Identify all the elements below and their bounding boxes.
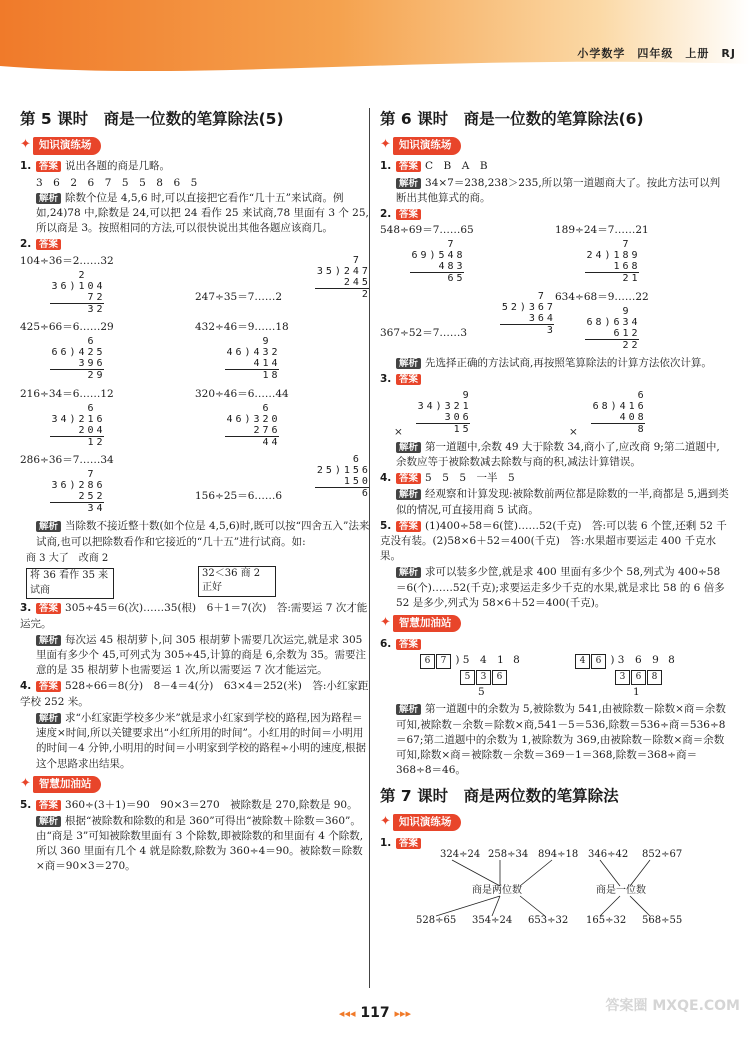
box-division-1: 6 7 ) 5 4 1 8 5 3 6 5 [420,653,575,700]
q5-analysis: 解析 求可以装多少筐,就是求 400 里面有多少个 58,列式为 400÷58＝6(个)……52(千克);求要运走多少千克的水果,就是求比 58 的 6 倍多 52 是多少,列式为 58×6＋52＝400(千克)。 [396,566,725,609]
q6-analysis: 解析 第一道题中的余数为 5,被除数为 541,由被除数－除数×商＝余数可知,被除数－余数＝除数×商,541－5＝536,除数＝536÷商＝536÷8＝67;第二道题中的余数为 1,被除数为 369,由被除数－除数×商＝余数可知,除数×商＝被除数－余数＝369－1＝368,除数＝368÷商＝368÷8＝46。 [396,703,726,777]
long-division: 9 3 4 ) 3 2 1 3 0 6 1 5 [417,389,469,435]
expr: 258÷34 [488,849,529,861]
q2-row-2: 425÷66＝6……29 6 6 6 ) 4 2 5 3 9 6 2 9 432÷46＝9……18 9 4 6 ) 4 3 2 4 1 4 1 8 [20,321,289,382]
question-5: 5. 答案 360÷(3＋1)＝90 90×3＝270 被除数是 270,除数是 90。 [20,798,358,811]
expr: 653÷32 [528,915,569,927]
left-column [20,108,370,875]
expr: 354÷24 [472,915,513,927]
star-icon: ✦ [20,137,31,153]
left-arrows-icon: ◂◂◂ [338,1007,356,1020]
expr: 346÷42 [588,849,629,861]
right-column [380,108,730,926]
long-division: 6 6 6 ) 4 2 5 3 9 6 2 9 [51,336,103,382]
question-3: 3. 答案 305÷45＝6(次)……35(根) 6＋1＝7(次) 答:需要运 7 次才能运完。 [20,602,368,630]
q3-divisions: × 9 3 4 ) 3 2 1 3 0 6 1 5 × 6 6 8 ) 4 1 6 4 0 8 8 [394,389,644,438]
star-icon: ✦ [20,775,31,791]
long-division: 6 2 5 ) 1 5 6 1 5 0 6 [316,453,368,499]
question-1: 1. 答案 C B A B [380,160,488,173]
watermark-logo: 答案圈 MXQE.COM [605,998,740,1014]
section-practice: ✦ 知识演练场 [380,813,730,832]
matching-diagram [380,849,730,927]
header-info: 小学数学 四年级 上册 RJ [577,47,736,60]
q6-box-divisions [420,653,730,700]
q2-analysis: 解析 先选择正确的方法试商,再按照笔算除法的计算方法依次计算。 [380,356,730,371]
section-practice: ✦ 知识演练场 [380,136,730,155]
lesson-6-title: 第 6 课时 商是一位数的笔算除法(6) [380,110,644,128]
long-division: 7 3 6 ) 2 8 6 2 5 2 3 4 [51,469,103,515]
q3-analysis: 解析 第一道题中,余数 49 大于除数 34,商小了,应改商 9;第二道题中,余数应等于被除数减去除数与商的积,减法计算错误。 [396,440,720,468]
q2-analysis: 解析 当除数不接近整十数(如个位是 4,5,6)时,既可以按“四舍五入”法来试商,也可以把除数看作和它接近的“几十五”进行试商。如: [36,520,370,548]
expr: 324÷24 [440,849,481,861]
question-5: 5. 答案 (1)400÷58＝6(筐)……52(千克) 答:可以装 6 个筐,还剩 52 千克没有装。(2)58×6＋52＝400(千克) 答:水果超市要运走 400 千克水果。 [380,519,727,563]
long-division: 7 6 9 ) 5 4 8 4 8 3 6 5 [411,239,463,285]
long-division: 2 3 6 ) 1 0 4 7 2 3 2 [51,269,103,315]
box-division-2: 4 6 ) 3 6 9 8 3 6 8 1 [575,653,730,700]
long-division: 6 3 4 ) 2 1 6 2 0 4 1 2 [51,402,103,448]
q2-row-1: 548÷69＝7……65 7 6 9 ) 5 4 8 4 8 3 6 5 189÷24＝7……21 7 2 4 ) 1 8 9 1 6 8 2 1 [380,224,649,285]
long-division: 7 2 4 ) 1 8 9 1 6 8 2 1 [586,239,638,285]
q2-row-4: 286÷36＝7……34 7 3 6 ) 2 8 6 2 5 2 3 4 156÷25＝6……6 6 2 5 ) 1 5 6 1 5 0 6 [20,453,368,515]
top-banner [0,0,750,78]
long-division: 7 3 5 ) 2 4 7 2 4 5 2 [316,254,368,300]
long-division: 6 4 6 ) 3 2 0 2 7 6 4 4 [226,402,278,448]
expr: 852÷67 [642,849,683,861]
question-7: 1. 答案 [380,836,730,851]
q2-row-3: 216÷34＝6……12 6 3 4 ) 2 1 6 2 0 4 1 2 320÷46＝6……44 6 4 6 ) 3 2 0 2 7 6 4 4 [20,387,289,448]
q4-analysis: 解析 经观察和计算发现:被除数前两位都是除数的一半,商都是 5,遇到类似的情况,可直接用商 5 试商。 [396,488,729,516]
long-division: 7 5 2 ) 3 6 7 3 6 4 3 [501,290,553,336]
group-label: 商是一位数 [596,885,646,897]
question-2: 2. 答案 [380,207,730,222]
q1-analysis: 解析 34×7＝238,238＞235,所以第一道题商大了。按此方法可以判断出其他算式的商。 [396,176,721,204]
q2-example: 商 3 大了 改商 2 将 36 看作 35 来试商 32＜36 商 2 正好 [26,552,370,600]
long-division: 6 6 8 ) 4 1 6 4 0 8 8 [592,389,644,435]
lesson-5-title: 第 5 课时 商是一位数的笔算除法(5) [20,110,284,128]
section-practice: ✦ 知识演练场 [20,136,370,155]
expr: 165÷32 [586,915,627,927]
q3-analysis: 解析 每次运 45 根胡萝卜,问 305 根胡萝卜需要几次运完,就是求 305 里面有多少个 45,可列式为 305÷45,计算的商是 6,余数为 35。需要注意的是 35 根胡萝卜也需要运 1 次,所以需要运 7 次才能运完。 [36,633,366,677]
q2-row-2: 367÷52＝7……3 7 5 2 ) 3 6 7 3 6 4 3 634÷68＝9……22 9 6 8 ) 6 3 4 6 1 2 2 2 [380,290,649,351]
q5-analysis: 解析 根据“被除数和除数的和是 360”可得出“被除数＋除数＝360”。由“商是 3”可知被除数里面有 3 个除数,即被除数的和里面有 4 个除数,所以 360 里面有几个 4 就是除数,除数为 360÷4＝90。被除数＝除数×商＝90×3＝270。 [36,814,364,873]
expr: 568÷55 [642,915,683,927]
right-arrows-icon: ▸▸▸ [394,1007,412,1020]
question-6: 6. 答案 [380,637,730,652]
section-challenge: ✦ 智慧加油站 [20,775,370,794]
question-3: 3. 答案 [380,372,730,387]
star-icon: ✦ [380,813,391,829]
q4-analysis: 解析 求“小红家距学校多少米”就是求小红家到学校的路程,因为路程＝速度×时间,所以关键要求出“小红所用的时间”。小红用的时间＝小明用的时间－4 分钟,小明用的时间＝小明家到学校的路程÷小明的速度,根据这个思路求出结果。 [36,711,366,770]
q1-analysis: 解析 除数个位是 4,5,6 时,可以直接把它看作“几十五”来试商。例如,24)78 中,除数是 24,可以把 24 看作 25 来试商,78 里面有 3 个 25,所以商是 3。按照相同的方法,可以很快说出其他各题应该商几。 [36,191,369,235]
question-1: 1. 答案 说出各题的商是几略。 [20,160,171,173]
q2-row-1: 104÷36＝2……32 2 3 6 ) 1 0 4 7 2 3 2 247÷35＝7……2 7 3 5 ) 2 4 7 2 4 5 2 [20,254,368,315]
star-icon: ✦ [380,137,391,153]
question-4: 4. 答案 528÷66＝8(分) 8－4＝4(分) 63×4＝252(米) 答:小红家距学校 252 米。 [20,680,369,708]
star-icon: ✦ [380,615,391,631]
expr: 528÷65 [416,915,457,927]
section-challenge: ✦ 智慧加油站 [380,614,730,633]
lesson-7-title: 第 7 课时 商是两位数的笔算除法 [380,786,619,805]
question-4: 4. 答案 5 5 5 一半 5 [380,472,515,485]
page-number: 117 [360,1005,390,1021]
q1-digits: 3 6 2 6 7 5 5 8 6 5 [36,176,198,189]
long-division: 9 6 8 ) 6 3 4 6 1 2 2 2 [586,305,638,351]
group-label: 商是两位数 [472,885,522,897]
long-division: 9 4 6 ) 4 3 2 4 1 4 1 8 [226,336,278,382]
expr: 894÷18 [538,849,579,861]
question-2: 2. 答案 [20,237,370,252]
